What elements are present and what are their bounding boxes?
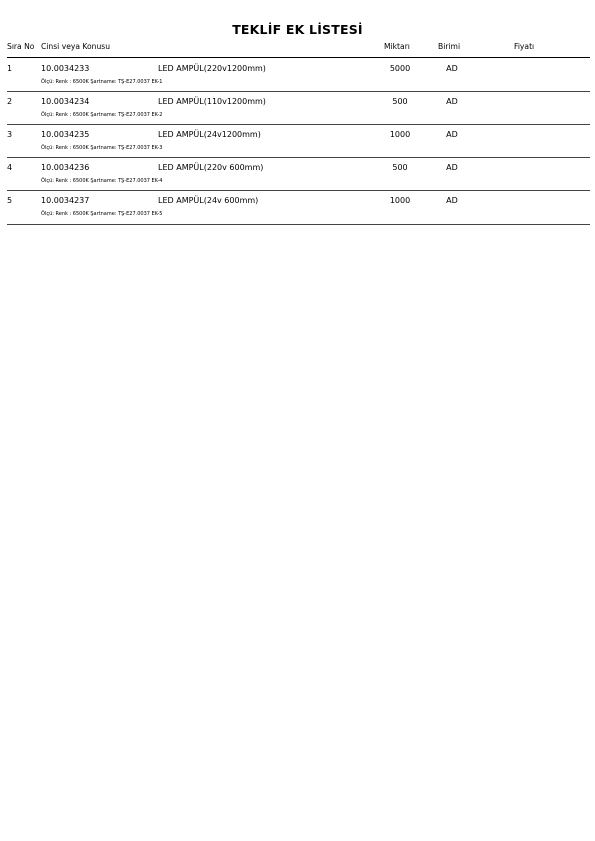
item-quantity: 500 [392, 163, 408, 172]
row-number: 4 [7, 163, 13, 172]
header-cinsi: Cinsi veya Konusu [41, 42, 111, 51]
item-unit: AD [446, 64, 458, 73]
row-number: 1 [7, 64, 13, 73]
row-number: 2 [7, 97, 13, 106]
item-code: 10.0034233 [41, 64, 90, 73]
item-name: LED AMPÜL(220v 600mm) [158, 163, 264, 172]
item-quantity: 5000 [389, 64, 411, 73]
item-detail: Ölçü: Renk : 6500K Şartname: TŞ-E27.0037 EK-4 [41, 178, 163, 184]
item-quantity: 1000 [389, 196, 411, 205]
row-number: 3 [7, 130, 13, 139]
row-number: 5 [7, 196, 13, 205]
item-unit: AD [446, 163, 458, 172]
row-divider [7, 157, 590, 158]
row-divider [7, 124, 590, 125]
item-code: 10.0034236 [41, 163, 90, 172]
header-miktari: Miktarı [384, 42, 410, 51]
item-code: 10.0034234 [41, 97, 90, 106]
row-divider [7, 190, 590, 191]
item-unit: AD [446, 97, 458, 106]
item-detail: Ölçü: Renk : 6500K Şartname: TŞ-E27.0037 EK-3 [41, 145, 163, 151]
item-unit: AD [446, 130, 458, 139]
item-code: 10.0034235 [41, 130, 90, 139]
header-birimi: Birimi [438, 42, 461, 51]
item-name: LED AMPÜL(220v1200mm) [158, 64, 266, 73]
row-divider [7, 91, 590, 92]
item-detail: Ölçü: Renk : 6500K Şartname: TŞ-E27.0037 EK-5 [41, 211, 163, 217]
page-title: TEKLİF EK LİSTESİ [232, 22, 363, 37]
item-name: LED AMPÜL(110v1200mm) [158, 97, 266, 106]
header-divider [7, 57, 590, 58]
item-detail: Ölçü: Renk : 6500K Şartname: TŞ-E27.0037 EK-2 [41, 112, 163, 118]
row-divider [7, 224, 590, 225]
header-fiyati: Fiyatı [514, 42, 535, 51]
item-detail: Ölçü: Renk : 6500K Şartname: TŞ-E27.0037 EK-1 [41, 79, 163, 85]
item-code: 10.0034237 [41, 196, 90, 205]
item-quantity: 1000 [389, 130, 411, 139]
item-quantity: 500 [392, 97, 408, 106]
item-name: LED AMPÜL(24v 600mm) [158, 196, 259, 205]
item-name: LED AMPÜL(24v1200mm) [158, 130, 261, 139]
item-unit: AD [446, 196, 458, 205]
header-sira-no: Sıra No [7, 42, 35, 51]
